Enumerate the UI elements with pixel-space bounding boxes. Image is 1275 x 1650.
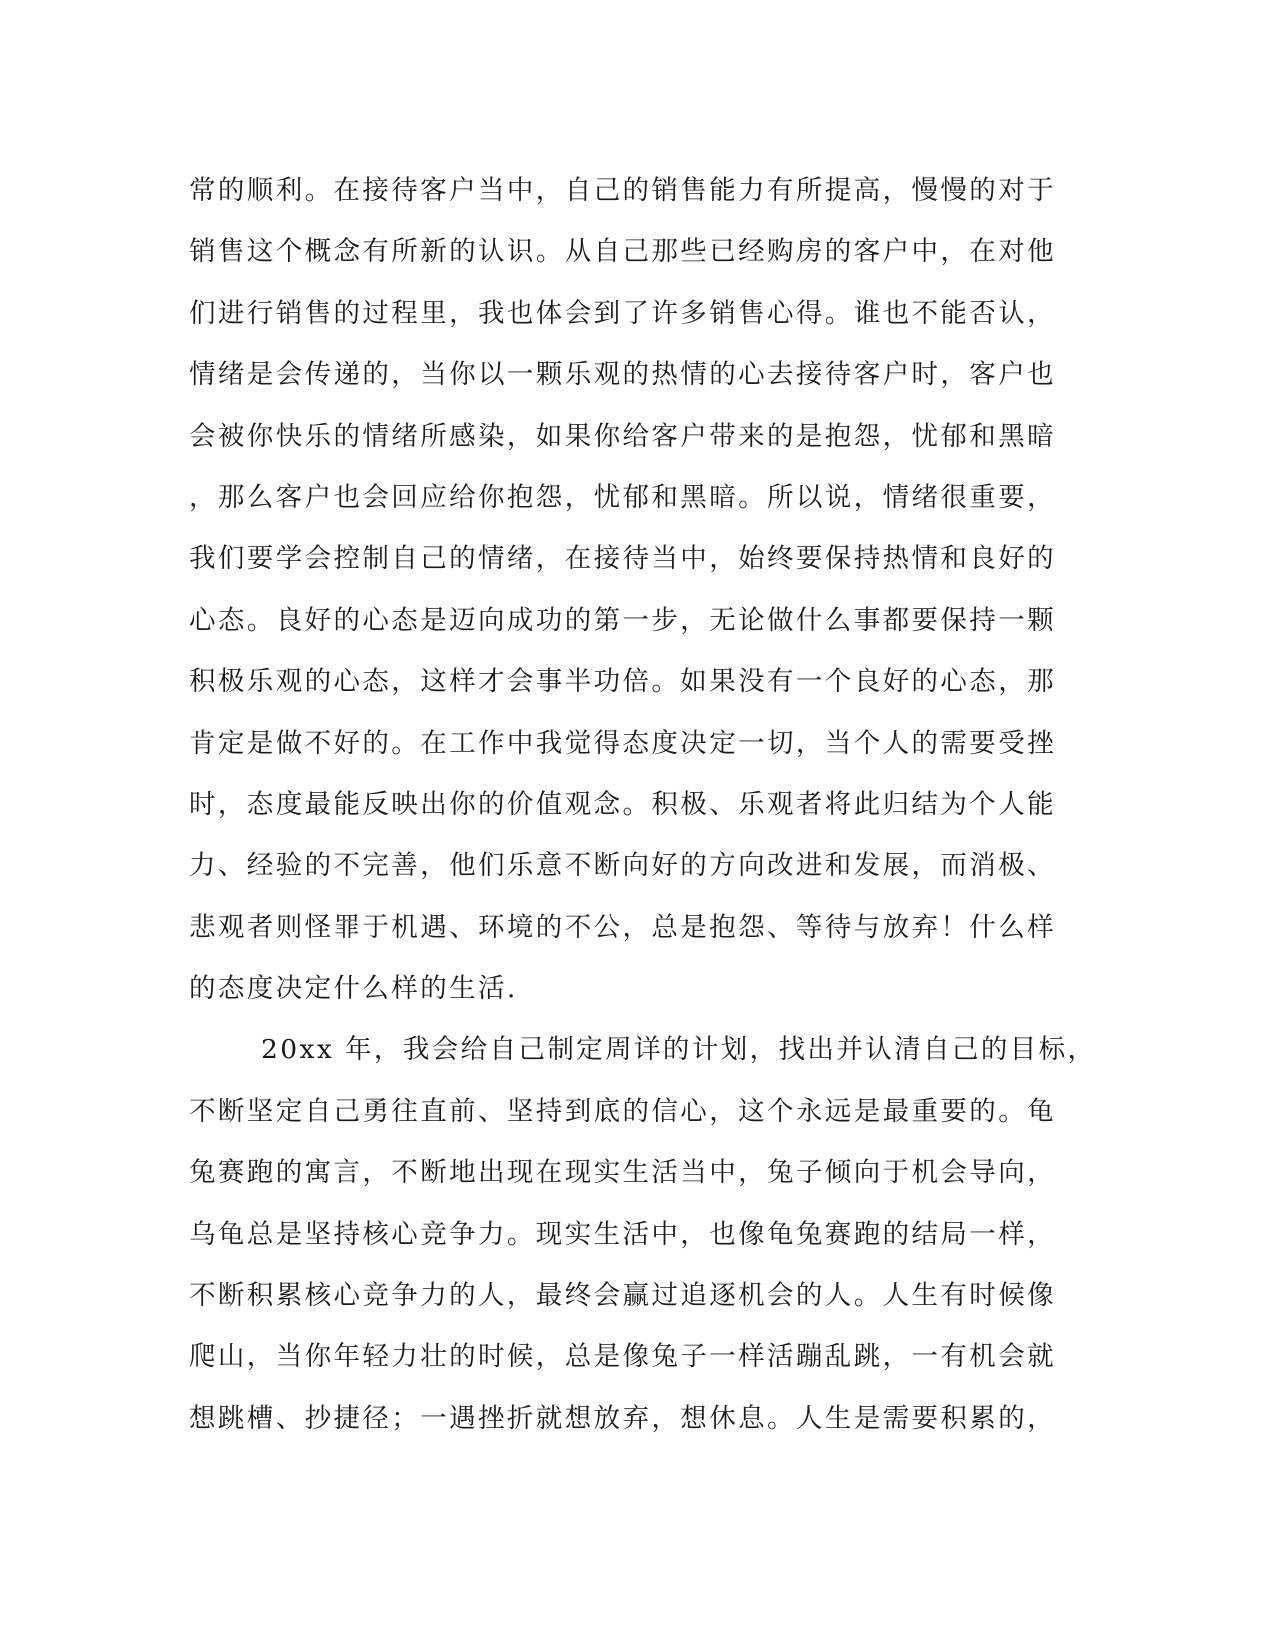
paragraph-1 — [189, 160, 1069, 1019]
text-line: 心态。良好的心态是迈向成功的第一步，无论做什么事都要保持一颗 — [189, 604, 1056, 636]
text-line: 销售这个概念有所新的认识。从自己那些已经购房的客户中，在对他 — [189, 236, 1056, 268]
text-line: 想跳槽、抄捷径；一遇挫折就想放弃，想休息。人生是需要积累的， — [189, 1402, 1056, 1434]
text-line: 不断积累核心竞争力的人，最终会赢过追逐机会的人。人生有时候像 — [189, 1280, 1056, 1312]
text-line: ，那么客户也会回应给你抱怨，忧郁和黑暗。所以说，情绪很重要， — [189, 481, 1056, 513]
paragraph-2 — [189, 1019, 1097, 1449]
text-line: 不断坚定自己勇往直前、坚持到底的信心，这个永远是最重要的。龟 — [189, 1095, 1056, 1127]
text-line-indented: 20xx 年，我会给自己制定周详的计划，找出并认清自己的目标， — [261, 1034, 1097, 1066]
text-line: 力、经验的不完善，他们乐意不断向好的方向改进和发展，而消极、 — [189, 850, 1056, 882]
text-line: 悲观者则怪罪于机遇、环境的不公，总是抱怨、等待与放弃！什么样 — [189, 911, 1056, 943]
text-line: 肯定是做不好的。在工作中我觉得态度决定一切，当个人的需要受挫 — [189, 727, 1056, 759]
text-line: 情绪是会传递的，当你以一颗乐观的热情的心去接待客户时，客户也 — [189, 359, 1056, 391]
text-line: 我们要学会控制自己的情绪，在接待当中，始终要保持热情和良好的 — [189, 543, 1056, 575]
text-line: 常的顺利。在接待客户当中，自己的销售能力有所提高，慢慢的对于 — [189, 175, 1056, 206]
text-line: 们进行销售的过程里，我也体会到了许多销售心得。谁也不能否认， — [189, 297, 1056, 329]
body-text — [189, 160, 1097, 1449]
text-line: 积极乐观的心态，这样才会事半功倍。如果没有一个良好的心态，那 — [189, 666, 1056, 698]
text-line: 爬山，当你年轻力壮的时候，总是像兔子一样活蹦乱跳，一有机会就 — [189, 1341, 1056, 1373]
text-line: 兔赛跑的寓言，不断地出现在现实生活当中，兔子倾向于机会导向， — [189, 1157, 1056, 1189]
text-line: 的态度决定什么样的生活. — [189, 973, 518, 1005]
text-line: 乌龟总是坚持核心竞争力。现实生活中，也像龟兔赛跑的结局一样， — [189, 1218, 1056, 1250]
text-line: 时，态度最能反映出你的价值观念。积极、乐观者将此归结为个人能 — [189, 788, 1056, 820]
text-line: 会被你快乐的情绪所感染，如果你给客户带来的是抱怨，忧郁和黑暗 — [189, 420, 1056, 452]
